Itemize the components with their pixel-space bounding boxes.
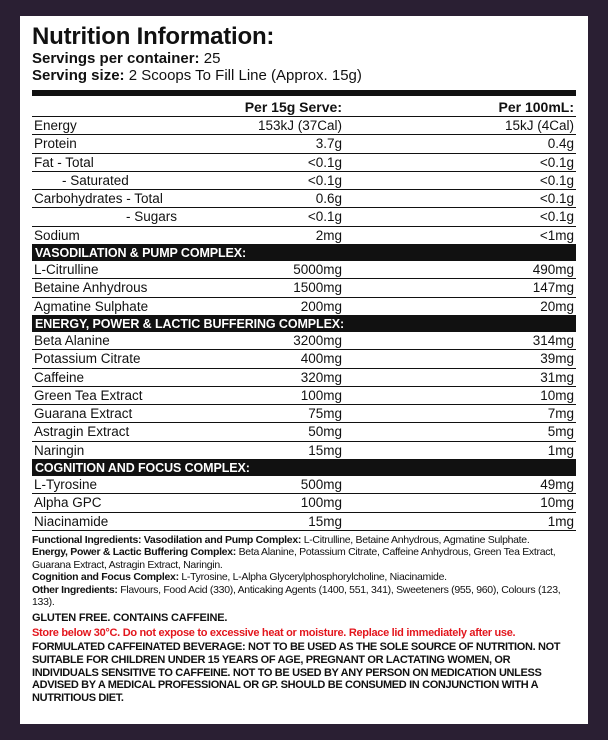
servings-line	[32, 50, 576, 67]
per-serve-value: 100mg	[300, 387, 342, 403]
ingredient-name: Caffeine	[34, 369, 85, 385]
table-row	[32, 405, 576, 423]
per-serve-value: 153kJ (37Cal)	[257, 118, 342, 133]
nutrient-name: - Sugars	[126, 209, 178, 225]
nutrient-name: Fat - Total	[34, 154, 94, 170]
ingredient-name: Guarana Extract	[34, 406, 133, 422]
table-row	[32, 172, 576, 190]
nutrient-name: Protein	[34, 136, 77, 152]
per-100-value: 314mg	[532, 332, 574, 348]
ingredient-line: Functional Ingredients: Vasodilation and Pump Complex: L-Citrulline, Betaine Anhydrous, Agmatine Sulphate.	[32, 533, 530, 546]
per-100-value: <0.1g	[539, 154, 574, 170]
table-row	[32, 135, 576, 153]
per-100-value: 20mg	[540, 298, 574, 314]
nutrition-table	[32, 117, 576, 531]
section-header: ENERGY, POWER & LACTIC BUFFERING COMPLEX:	[32, 316, 576, 332]
per-100-value: 39mg	[540, 351, 574, 367]
ingredient-name: Betaine Anhydrous	[34, 280, 148, 296]
table-row	[32, 190, 576, 208]
per-100-value: 0.4g	[547, 136, 574, 152]
servings-label: Servings per container:	[32, 50, 200, 67]
per-100-value: <1mg	[539, 227, 574, 243]
section-header: COGNITION AND FOCUS COMPLEX:	[32, 460, 576, 476]
table-row	[32, 476, 576, 494]
storage-warning: Store below 30°C. Do not expose to excessive heat or moisture. Replace lid immediately after use.	[32, 627, 516, 640]
per-serve-value: 320mg	[300, 369, 342, 385]
table-row	[32, 423, 576, 441]
ingredient-name: Potassium Citrate	[34, 351, 141, 367]
servings-value: 25	[199, 50, 221, 67]
per-100-value: 10mg	[540, 387, 574, 403]
per-100-value: <0.1g	[539, 172, 574, 188]
per-serve-value: 2mg	[315, 227, 342, 243]
beverage-warning: FORMULATED CAFFEINATED BEVERAGE: NOT TO BE USED AS THE SOLE SOURCE OF NUTRITION. NOT SUITABLE FOR CHILDREN UNDER 15 YEARS OF AGE, PREGNANT OR LACTATING WOMEN, OR INDIVIDUALS SENSITIVE TO CAFFEINE. NOT TO BE USED BY ANY PERSON ON MEDICATION UNLESS ADVISED BY A MEDICAL PROFESSIONAL OR GP. SHOULD BE CONSUMED IN CONJUNCTION WITH A NUTRITIOUS DIET.	[32, 641, 561, 704]
nutrient-name: Energy	[34, 118, 77, 133]
per-100-value: <0.1g	[539, 209, 574, 225]
per-100-value: 490mg	[532, 262, 574, 278]
per-serve-value: 200mg	[300, 298, 342, 314]
per-serve-value: 400mg	[300, 351, 342, 367]
table-row	[32, 279, 576, 297]
nutrient-name: Sodium	[34, 227, 80, 243]
serving-size-line	[32, 67, 576, 84]
ingredient-name: L-Tyrosine	[34, 477, 98, 493]
table-row	[32, 208, 576, 226]
per-serve-value: <0.1g	[307, 154, 342, 170]
per-serve-value: 500mg	[300, 477, 342, 493]
per-serve-value: 3200mg	[293, 332, 342, 348]
per-serve-value: 3.7g	[315, 136, 342, 152]
per-serve-value: 15mg	[308, 442, 342, 458]
table-row	[32, 369, 576, 387]
ingredients-list	[32, 534, 576, 608]
table-row	[32, 154, 576, 172]
per-100-value: 5mg	[547, 424, 574, 440]
ingredient-name: Niacinamide	[34, 513, 109, 529]
nutrient-name: - Saturated	[62, 172, 129, 188]
per-serve-value: 0.6g	[315, 191, 342, 207]
table-row	[32, 442, 576, 460]
table-row	[32, 494, 576, 512]
ingredient-name: Alpha GPC	[34, 495, 102, 511]
table-row	[32, 387, 576, 405]
per-100-value: 7mg	[547, 406, 574, 422]
per-serve-value: 1500mg	[293, 280, 342, 296]
table-row	[32, 117, 576, 135]
page-title: Nutrition Information:	[32, 23, 275, 50]
column-per-100: Per 100mL:	[498, 99, 574, 115]
nutrient-name: Carbohydrates - Total	[34, 191, 163, 207]
per-100-value: 49mg	[540, 477, 574, 493]
per-100-value: 31mg	[540, 369, 574, 385]
table-row	[32, 513, 576, 531]
per-serve-value: 5000mg	[293, 262, 342, 278]
section-header: VASODILATION & PUMP COMPLEX:	[32, 245, 576, 261]
column-headers	[32, 96, 576, 117]
ingredient-name: L-Citrulline	[34, 262, 99, 278]
per-serve-value: 50mg	[308, 424, 342, 440]
table-row	[32, 261, 576, 279]
per-100-value: 147mg	[532, 280, 574, 296]
ingredient-line: Energy, Power & Lactic Buffering Complex: Beta Alanine, Potassium Citrate, Caffeine Anhydrous, Green Tea Extract, Guarana Extract, Astragin Extract, Naringin.	[32, 546, 556, 571]
ingredient-name: Naringin	[34, 442, 85, 458]
per-serve-value: <0.1g	[307, 209, 342, 225]
ingredient-name: Green Tea Extract	[34, 387, 143, 403]
per-serve-value: 15mg	[308, 513, 342, 529]
ingredient-name: Agmatine Sulphate	[34, 298, 149, 314]
table-row	[32, 298, 576, 316]
serving-size-label: Serving size:	[32, 67, 125, 84]
per-serve-value: 75mg	[308, 406, 342, 422]
ingredient-name: Beta Alanine	[34, 332, 110, 348]
per-100-value: 1mg	[547, 442, 574, 458]
nutrition-panel	[20, 16, 588, 724]
column-per-serve: Per 15g Serve:	[244, 99, 342, 115]
ingredient-line: Cognition and Focus Complex: L-Tyrosine, L-Alpha Glycerylphosphorylcholine, Niacinamide.	[32, 571, 447, 584]
table-row	[32, 227, 576, 245]
per-100-value: 10mg	[540, 495, 574, 511]
table-row	[32, 350, 576, 368]
gluten-free-notice: GLUTEN FREE. CONTAINS CAFFEINE.	[32, 612, 228, 625]
per-100-value: 15kJ (4Cal)	[504, 118, 574, 133]
per-100-value: 1mg	[547, 513, 574, 529]
ingredient-line: Other Ingredients: Flavours, Food Acid (330), Anticaking Agents (1400, 551, 341), Sweeteners (955, 960), Colours (123, 133).	[32, 583, 561, 608]
per-serve-value: <0.1g	[307, 172, 342, 188]
serving-size-value: 2 Scoops To Fill Line (Approx. 15g)	[124, 67, 362, 84]
per-100-value: <0.1g	[539, 191, 574, 207]
ingredient-name: Astragin Extract	[34, 424, 130, 440]
per-serve-value: 100mg	[300, 495, 342, 511]
table-row	[32, 332, 576, 350]
